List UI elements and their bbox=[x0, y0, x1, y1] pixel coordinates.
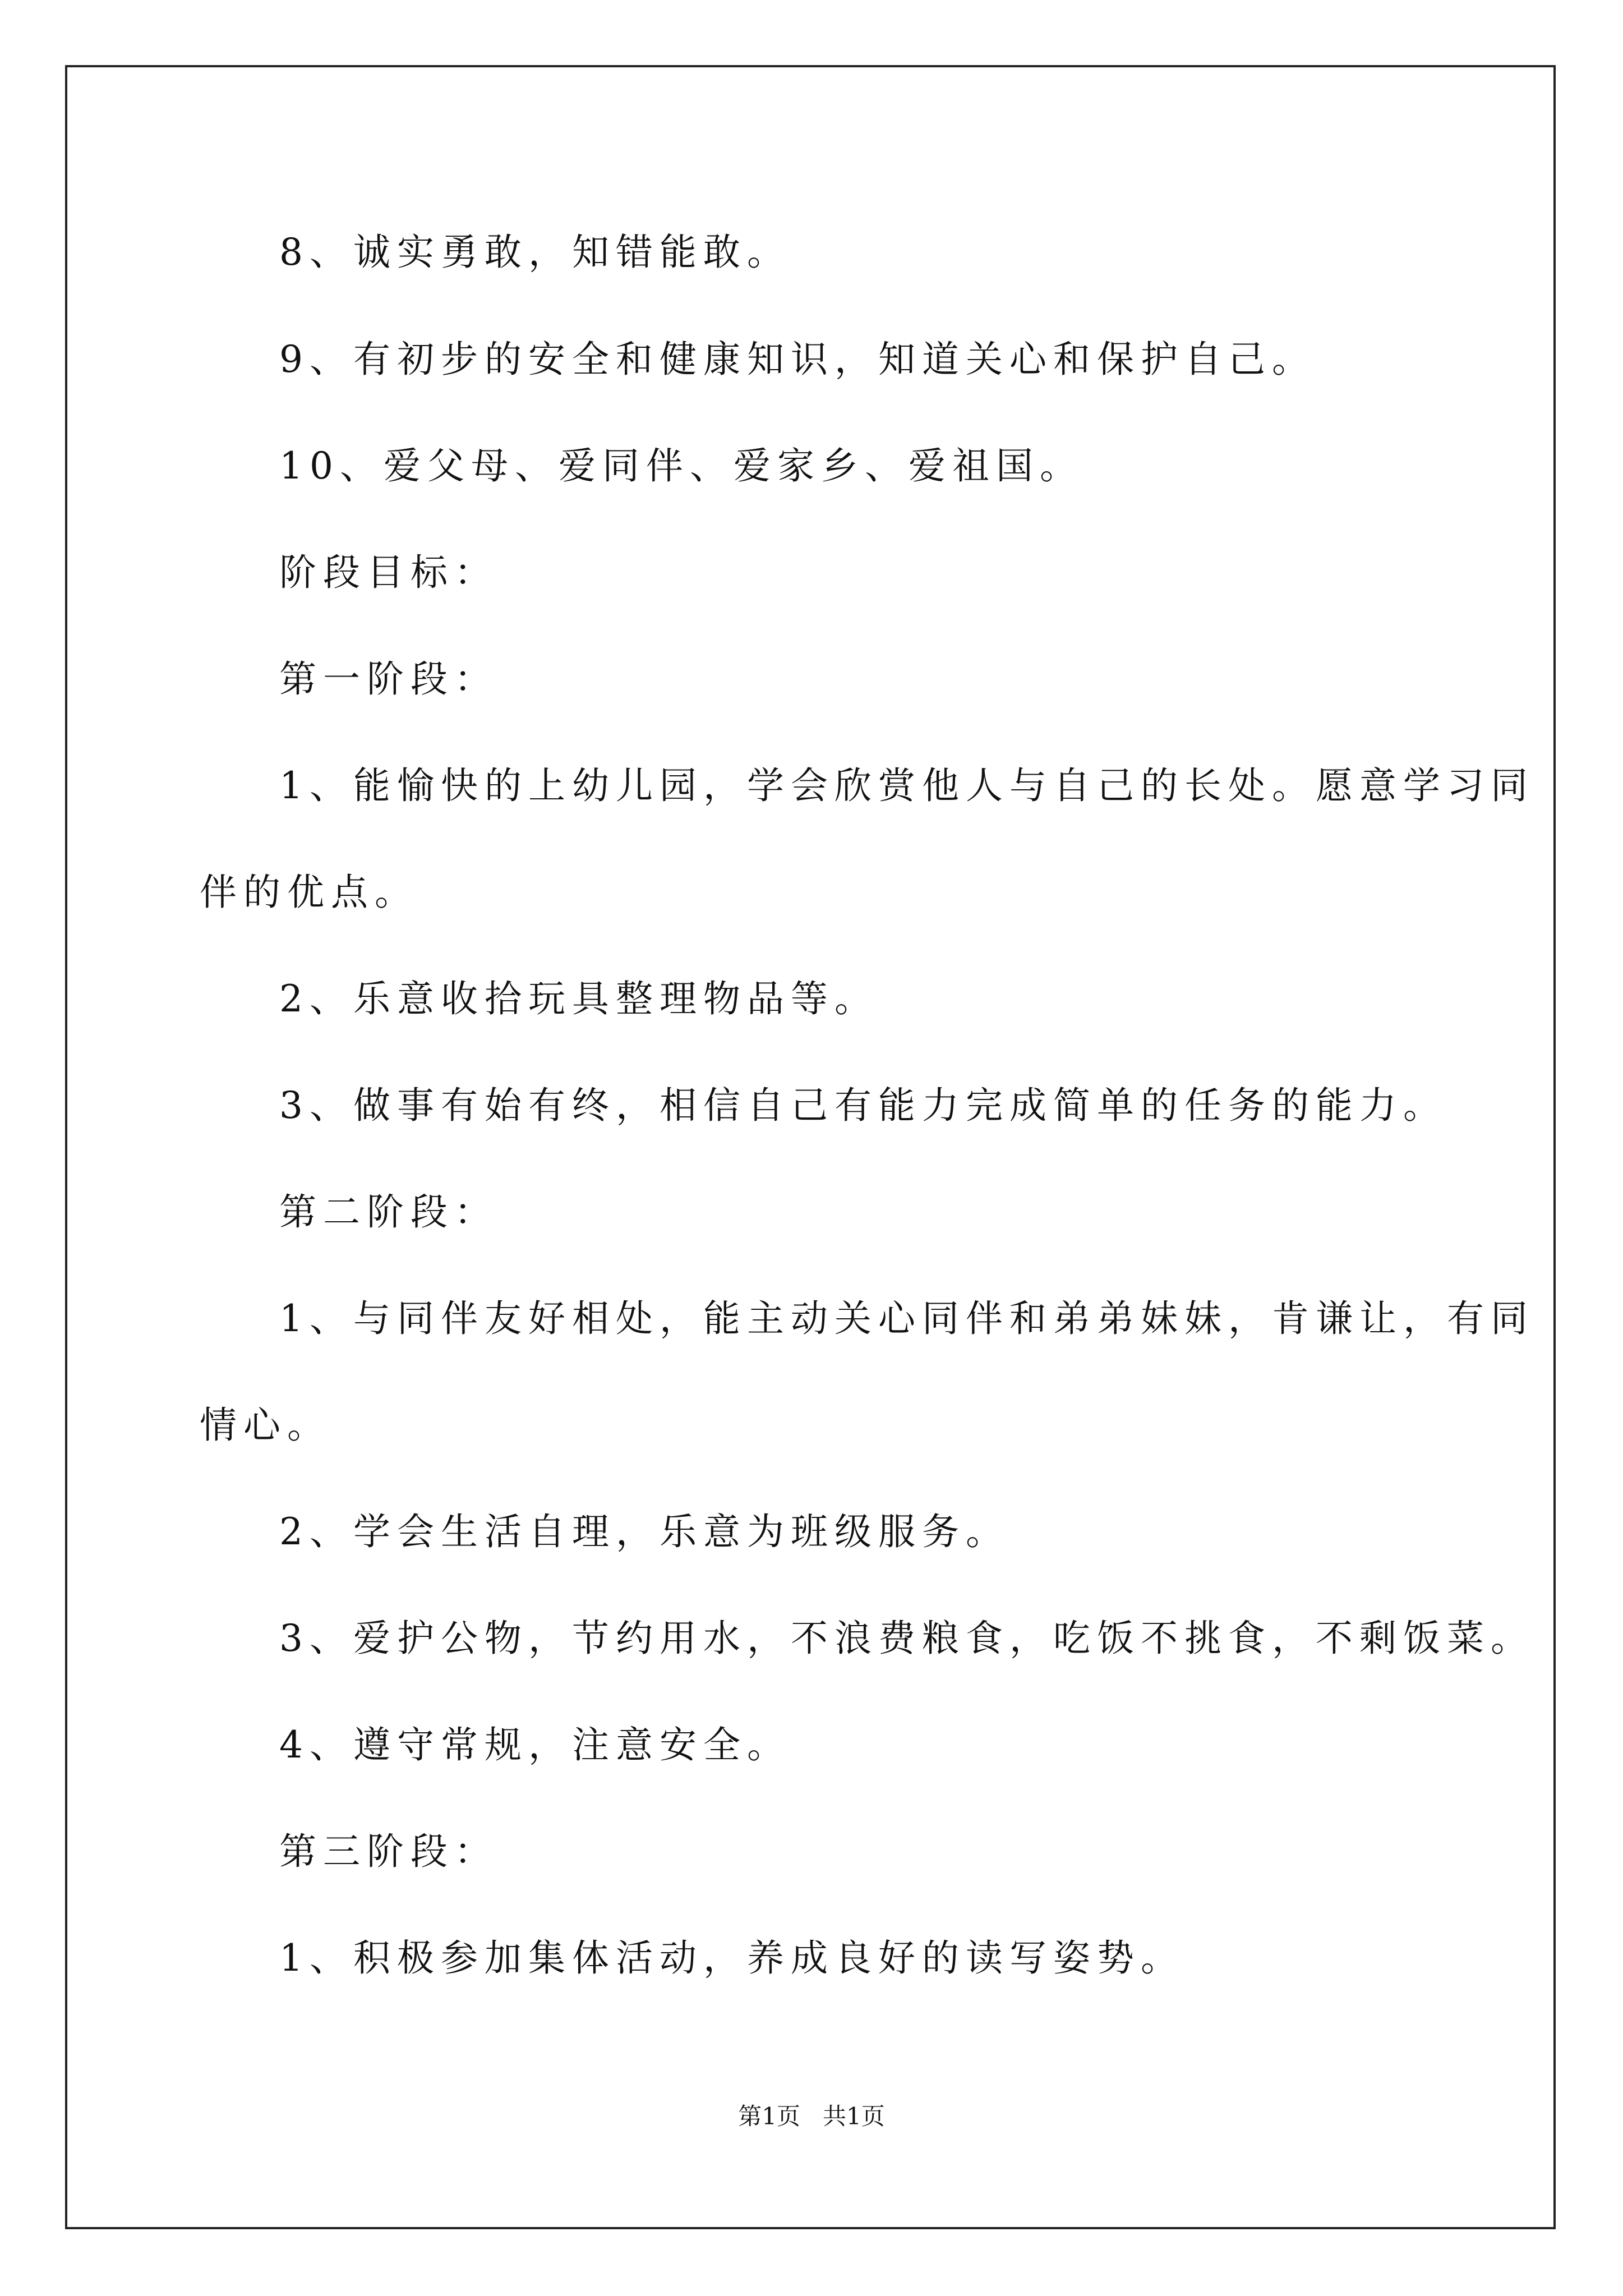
paragraph-line: 4、遵守常规，注意安全。 bbox=[279, 1723, 791, 1766]
paragraph-line: 1、能愉快的上幼儿园，学会欣赏他人与自己的长处。愿意学习同 bbox=[279, 764, 1534, 807]
stage-heading: 第一阶段： bbox=[279, 657, 498, 701]
paragraph-line: 伴的优点。 bbox=[200, 871, 418, 914]
paragraph-line: 2、乐意收拾玩具整理物品等。 bbox=[279, 977, 878, 1020]
paragraph-line: 9、有初步的安全和健康知识，知道关心和保护自己。 bbox=[279, 338, 1316, 381]
paragraph-line: 3、爱护公物，节约用水，不浪费粮食，吃饭不挑食，不剩饭菜。 bbox=[279, 1617, 1534, 1660]
paragraph-line: 1、与同伴友好相处，能主动关心同伴和弟弟妹妹，肯谦让，有同 bbox=[279, 1297, 1534, 1340]
stage-heading: 第三阶段： bbox=[279, 1830, 498, 1873]
paragraph-line: 1、积极参加集体活动，养成良好的读写姿势。 bbox=[279, 1936, 1184, 1980]
page-border bbox=[65, 65, 1556, 2229]
paragraph-line: 3、做事有始有终，相信自己有能力完成简单的任务的能力。 bbox=[279, 1084, 1447, 1127]
paragraph-line: 2、学会生活自理，乐意为班级服务。 bbox=[279, 1510, 1009, 1553]
paragraph-line: 8、诚实勇敢，知错能敢。 bbox=[279, 231, 791, 274]
paragraph-line: 情心。 bbox=[200, 1404, 331, 1447]
page-footer: 第1页 共1页 bbox=[738, 2102, 885, 2130]
section-heading: 阶段目标： bbox=[279, 551, 498, 594]
paragraph-line: 10、爱父母、爱同伴、爱家乡、爱祖国。 bbox=[279, 444, 1083, 487]
stage-heading: 第二阶段： bbox=[279, 1190, 498, 1234]
